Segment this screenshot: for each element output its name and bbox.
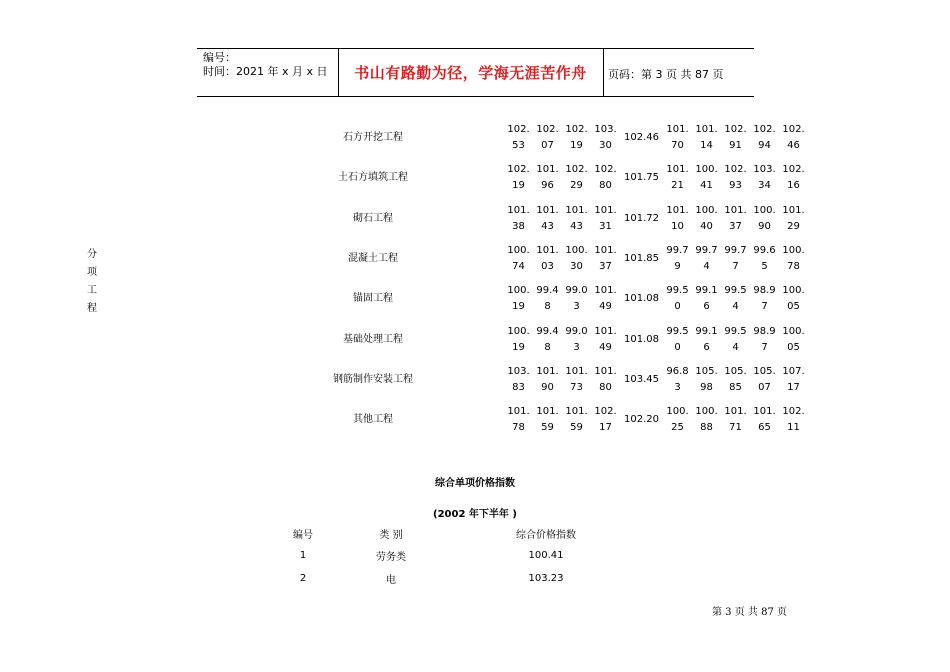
index-value: 103.83 bbox=[507, 365, 530, 393]
work-item-name: 锚固工程 bbox=[353, 293, 393, 305]
index-value: 105.07 bbox=[753, 365, 776, 393]
index-value: 99.54 bbox=[724, 325, 747, 353]
index-row bbox=[240, 279, 810, 319]
index-value: 101.14 bbox=[695, 124, 718, 152]
composite-subtitle: (2002 年下半年 ) bbox=[433, 509, 517, 520]
index-value: 101.43 bbox=[565, 204, 588, 232]
index-value: 99.48 bbox=[536, 325, 559, 353]
row-no: 2 bbox=[299, 572, 307, 584]
index-value: 101.49 bbox=[594, 285, 617, 313]
row-index: 103.23 bbox=[528, 572, 564, 584]
index-value: 96.83 bbox=[666, 365, 689, 393]
work-item-name: 石方开挖工程 bbox=[343, 132, 403, 144]
work-item-name: 土石方填筑工程 bbox=[338, 172, 408, 184]
index-value: 101.59 bbox=[536, 406, 559, 434]
index-value: 101.96 bbox=[536, 164, 559, 192]
index-value: 102.07 bbox=[536, 124, 559, 152]
index-row bbox=[240, 118, 810, 158]
index-value: 102.46 bbox=[782, 124, 805, 152]
index-value: 100.40 bbox=[695, 204, 718, 232]
index-value: 103.45 bbox=[624, 373, 659, 385]
index-value: 103.34 bbox=[753, 164, 776, 192]
side-label-char: 工 bbox=[87, 285, 97, 296]
index-value: 101.75 bbox=[624, 172, 659, 184]
index-value: 102.17 bbox=[594, 406, 617, 434]
index-value: 102.91 bbox=[724, 124, 747, 152]
index-value: 101.08 bbox=[624, 333, 659, 345]
page-footer: 第 3 页 共 87 页 bbox=[712, 607, 787, 618]
index-value: 105.98 bbox=[695, 365, 718, 393]
index-value: 99.74 bbox=[695, 245, 718, 273]
composite-header-row bbox=[270, 522, 646, 545]
header-divider-left bbox=[338, 48, 339, 96]
motto: 书山有路勤为径，学海无涯苦作舟 bbox=[354, 63, 587, 82]
index-value: 100.05 bbox=[782, 325, 805, 353]
composite-row bbox=[270, 567, 646, 590]
composite-title: 综合单项价格指数 bbox=[435, 478, 515, 489]
index-value: 101.80 bbox=[594, 365, 617, 393]
side-label-char: 项 bbox=[87, 267, 97, 278]
index-value: 101.71 bbox=[724, 406, 747, 434]
index-value: 99.54 bbox=[724, 285, 747, 313]
index-value: 101.08 bbox=[624, 293, 659, 305]
header-index: 综合价格指数 bbox=[516, 529, 576, 541]
index-value: 99.16 bbox=[695, 325, 718, 353]
time-label: 时间：2021 年 x 月 x 日 bbox=[203, 65, 328, 78]
index-value: 102.46 bbox=[624, 132, 659, 144]
index-value: 102.80 bbox=[594, 164, 617, 192]
index-value: 101.43 bbox=[536, 204, 559, 232]
index-value: 101.49 bbox=[594, 325, 617, 353]
header-no: 编号 bbox=[293, 529, 313, 541]
index-value: 99.65 bbox=[753, 245, 776, 273]
index-value: 99.50 bbox=[666, 325, 689, 353]
composite-row bbox=[270, 545, 646, 568]
index-value: 102.19 bbox=[565, 124, 588, 152]
index-value: 101.73 bbox=[565, 365, 588, 393]
index-value: 105.85 bbox=[724, 365, 747, 393]
work-item-name: 基础处理工程 bbox=[343, 333, 403, 345]
index-row bbox=[240, 400, 810, 440]
index-value: 101.72 bbox=[624, 212, 659, 224]
index-value: 101.29 bbox=[782, 204, 805, 232]
work-item-name: 混凝土工程 bbox=[348, 253, 398, 265]
row-category: 劳务类 bbox=[376, 552, 406, 564]
side-label bbox=[86, 246, 98, 318]
work-item-name: 砌石工程 bbox=[353, 212, 393, 224]
index-value: 99.03 bbox=[565, 285, 588, 313]
index-row bbox=[240, 158, 810, 198]
index-value: 101.03 bbox=[536, 245, 559, 273]
index-table bbox=[240, 118, 810, 440]
index-value: 100.19 bbox=[507, 325, 530, 353]
side-label-char: 分 bbox=[87, 249, 97, 260]
row-index: 100.41 bbox=[528, 550, 564, 562]
composite-table bbox=[270, 522, 646, 590]
index-value: 101.85 bbox=[624, 253, 659, 265]
index-value: 101.70 bbox=[666, 124, 689, 152]
index-value: 101.38 bbox=[507, 204, 530, 232]
index-value: 101.37 bbox=[724, 204, 747, 232]
index-value: 101.78 bbox=[507, 406, 530, 434]
index-value: 100.90 bbox=[753, 204, 776, 232]
index-value: 101.65 bbox=[753, 406, 776, 434]
index-value: 102.29 bbox=[565, 164, 588, 192]
index-value: 102.11 bbox=[782, 406, 805, 434]
index-value: 100.74 bbox=[507, 245, 530, 273]
index-value: 99.79 bbox=[666, 245, 689, 273]
work-item-name: 钢筋制作安装工程 bbox=[333, 373, 413, 385]
index-value: 100.41 bbox=[695, 164, 718, 192]
index-value: 107.17 bbox=[782, 365, 805, 393]
index-value: 100.78 bbox=[782, 245, 805, 273]
index-value: 100.25 bbox=[666, 406, 689, 434]
index-value: 101.31 bbox=[594, 204, 617, 232]
index-value: 101.59 bbox=[565, 406, 588, 434]
index-value: 100.05 bbox=[782, 285, 805, 313]
header-bottom-rule bbox=[197, 96, 754, 97]
index-value: 100.30 bbox=[565, 245, 588, 273]
index-value: 102.16 bbox=[782, 164, 805, 192]
index-value: 102.93 bbox=[724, 164, 747, 192]
index-value: 99.77 bbox=[724, 245, 747, 273]
index-row bbox=[240, 360, 810, 400]
row-no: 1 bbox=[299, 550, 307, 562]
index-value: 102.20 bbox=[624, 414, 659, 426]
index-row bbox=[240, 319, 810, 359]
index-value: 99.48 bbox=[536, 285, 559, 313]
header-category: 类 别 bbox=[379, 529, 403, 541]
work-item-name: 其他工程 bbox=[353, 414, 393, 426]
page-code: 页码：第 3 页 共 87 页 bbox=[608, 68, 724, 81]
index-value: 101.90 bbox=[536, 365, 559, 393]
header-info bbox=[203, 51, 328, 79]
header-divider-right bbox=[603, 48, 604, 96]
index-value: 99.03 bbox=[565, 325, 588, 353]
index-row bbox=[240, 199, 810, 239]
index-value: 101.10 bbox=[666, 204, 689, 232]
index-value: 101.37 bbox=[594, 245, 617, 273]
side-label-char: 程 bbox=[87, 303, 97, 314]
code-label: 编号： bbox=[203, 51, 236, 64]
index-row bbox=[240, 239, 810, 279]
index-value: 100.19 bbox=[507, 285, 530, 313]
index-value: 99.50 bbox=[666, 285, 689, 313]
index-value: 103.30 bbox=[594, 124, 617, 152]
index-value: 102.94 bbox=[753, 124, 776, 152]
index-value: 98.97 bbox=[753, 285, 776, 313]
index-value: 102.19 bbox=[507, 164, 530, 192]
index-value: 99.16 bbox=[695, 285, 718, 313]
index-value: 102.53 bbox=[507, 124, 530, 152]
index-value: 101.21 bbox=[666, 164, 689, 192]
index-value: 100.88 bbox=[695, 406, 718, 434]
index-value: 98.97 bbox=[753, 325, 776, 353]
row-category: 电 bbox=[386, 574, 396, 586]
